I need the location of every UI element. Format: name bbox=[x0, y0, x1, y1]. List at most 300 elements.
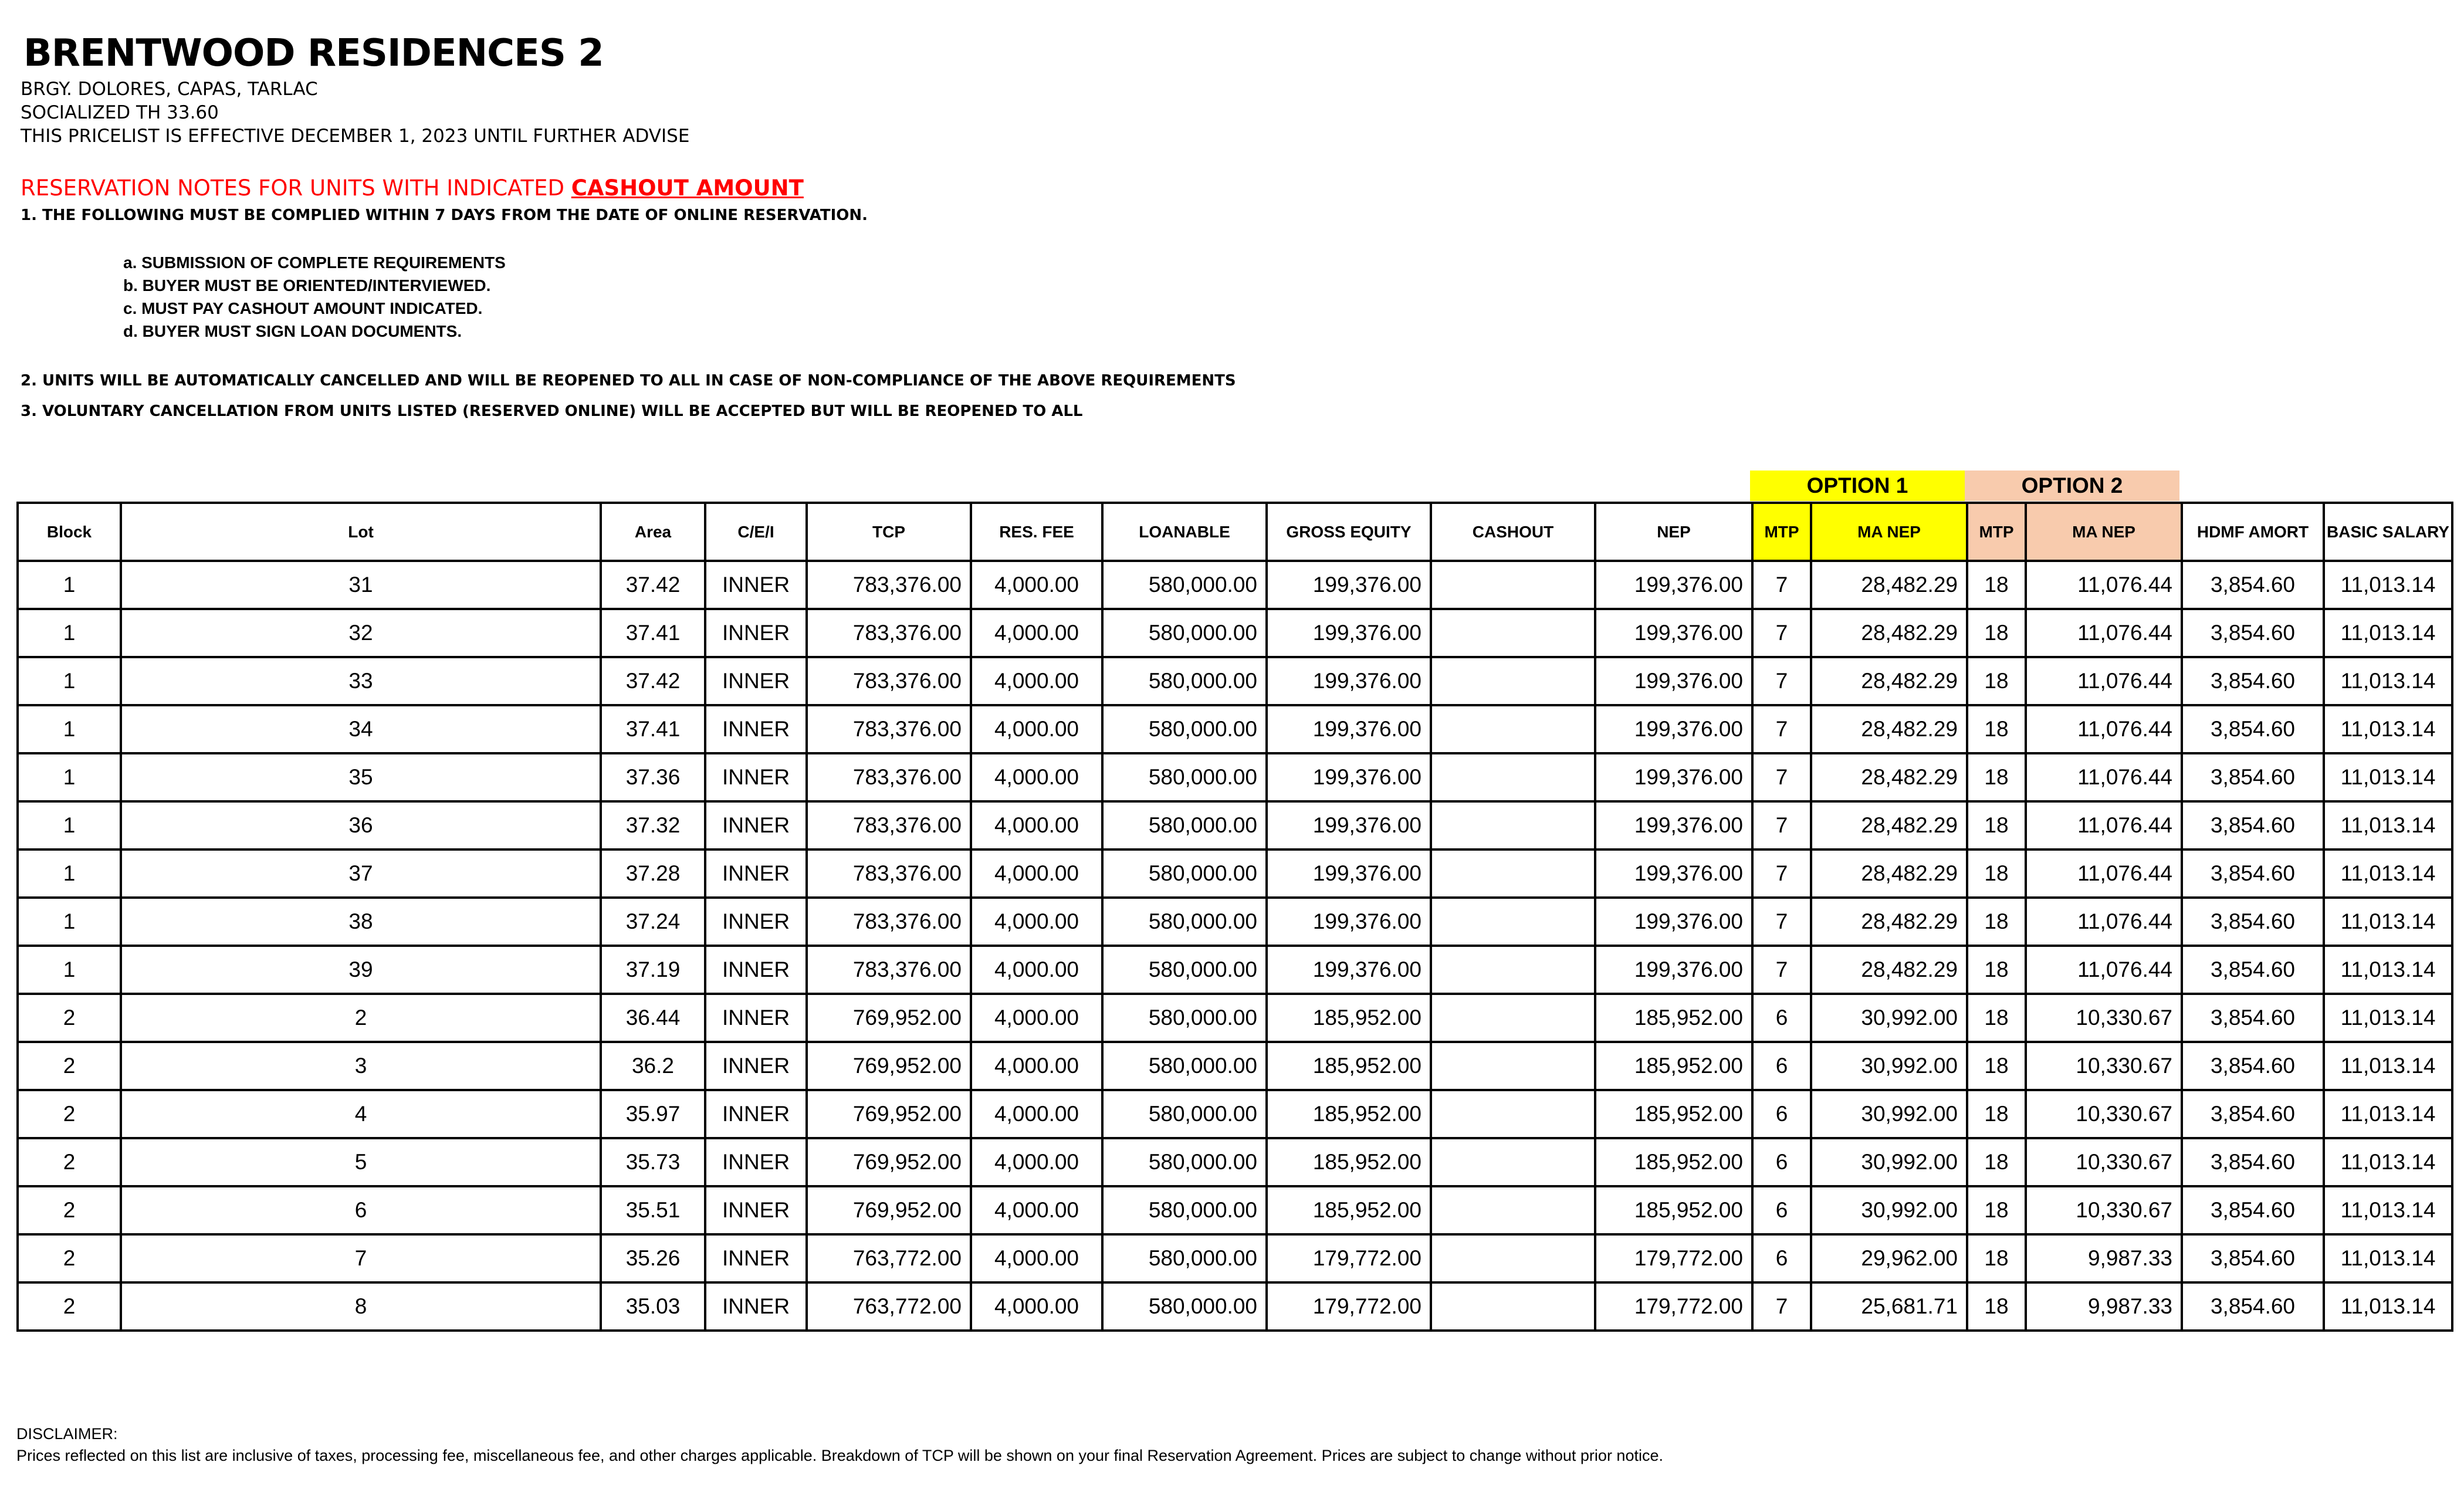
cell-hdmf-amort: 3,854.60 bbox=[2182, 1234, 2324, 1282]
cell-lot: 34 bbox=[121, 705, 601, 753]
cell-loanable: 580,000.00 bbox=[1102, 561, 1267, 609]
cell-nep: 179,772.00 bbox=[1595, 1282, 1752, 1331]
cell-hdmf-amort: 3,854.60 bbox=[2182, 801, 2324, 849]
cell-block: 1 bbox=[18, 657, 121, 705]
cell-cashout bbox=[1431, 1138, 1595, 1186]
cell-option1-mtp: 6 bbox=[1752, 994, 1811, 1042]
cell-option2-mtp: 18 bbox=[1967, 1234, 2026, 1282]
cell-area: 37.41 bbox=[601, 705, 705, 753]
cell-option2-ma-nep: 11,076.44 bbox=[2026, 561, 2182, 609]
cell-tcp: 769,952.00 bbox=[807, 1042, 971, 1090]
cell-gross-equity: 185,952.00 bbox=[1267, 1138, 1431, 1186]
cell-nep: 185,952.00 bbox=[1595, 994, 1752, 1042]
cell-basic-salary: 11,013.14 bbox=[2324, 1234, 2452, 1282]
cell-hdmf-amort: 3,854.60 bbox=[2182, 1042, 2324, 1090]
cell-gross-equity: 199,376.00 bbox=[1267, 849, 1431, 898]
pricelist-body bbox=[18, 561, 2452, 1331]
cell-tcp: 769,952.00 bbox=[807, 994, 971, 1042]
cell-area: 35.03 bbox=[601, 1282, 705, 1331]
cell-option1-mtp: 7 bbox=[1752, 561, 1811, 609]
cell-hdmf-amort: 3,854.60 bbox=[2182, 609, 2324, 657]
cell-option2-ma-nep: 9,987.33 bbox=[2026, 1234, 2182, 1282]
cell-gross-equity: 179,772.00 bbox=[1267, 1282, 1431, 1331]
cell-hdmf-amort: 3,854.60 bbox=[2182, 753, 2324, 801]
cell-basic-salary: 11,013.14 bbox=[2324, 1090, 2452, 1138]
cell-lot: 7 bbox=[121, 1234, 601, 1282]
notes-heading-prefix: RESERVATION NOTES FOR UNITS WITH INDICATED bbox=[21, 175, 571, 201]
cell-block: 1 bbox=[18, 946, 121, 994]
cell-res-fee: 4,000.00 bbox=[971, 609, 1102, 657]
cell-option2-ma-nep: 11,076.44 bbox=[2026, 849, 2182, 898]
cell-loanable: 580,000.00 bbox=[1102, 1234, 1267, 1282]
cell-res-fee: 4,000.00 bbox=[971, 994, 1102, 1042]
cell-option1-ma-nep: 30,992.00 bbox=[1811, 1042, 1967, 1090]
cell-cei: INNER bbox=[705, 898, 807, 946]
cell-block: 1 bbox=[18, 705, 121, 753]
cell-hdmf-amort: 3,854.60 bbox=[2182, 657, 2324, 705]
cell-basic-salary: 11,013.14 bbox=[2324, 561, 2452, 609]
cell-gross-equity: 185,952.00 bbox=[1267, 1186, 1431, 1234]
cell-tcp: 783,376.00 bbox=[807, 849, 971, 898]
cell-loanable: 580,000.00 bbox=[1102, 705, 1267, 753]
cell-option1-mtp: 7 bbox=[1752, 609, 1811, 657]
cell-option2-mtp: 18 bbox=[1967, 849, 2026, 898]
page-title: BRENTWOOD RESIDENCES 2 bbox=[23, 32, 604, 75]
cell-basic-salary: 11,013.14 bbox=[2324, 849, 2452, 898]
cell-loanable: 580,000.00 bbox=[1102, 1282, 1267, 1331]
cell-option1-mtp: 7 bbox=[1752, 801, 1811, 849]
cell-res-fee: 4,000.00 bbox=[971, 946, 1102, 994]
cell-gross-equity: 199,376.00 bbox=[1267, 657, 1431, 705]
cell-option1-ma-nep: 28,482.29 bbox=[1811, 561, 1967, 609]
cell-hdmf-amort: 3,854.60 bbox=[2182, 898, 2324, 946]
cell-option2-mtp: 18 bbox=[1967, 1138, 2026, 1186]
cell-option1-mtp: 7 bbox=[1752, 753, 1811, 801]
cell-option1-mtp: 7 bbox=[1752, 705, 1811, 753]
cell-area: 37.24 bbox=[601, 898, 705, 946]
cell-area: 36.44 bbox=[601, 994, 705, 1042]
cell-tcp: 769,952.00 bbox=[807, 1186, 971, 1234]
note-3: 3. VOLUNTARY CANCELLATION FROM UNITS LISTED (RESERVED ONLINE) WILL BE ACCEPTED BUT WILL BE REOPENED TO ALL bbox=[21, 402, 1083, 420]
cell-cei: INNER bbox=[705, 1234, 807, 1282]
cell-basic-salary: 11,013.14 bbox=[2324, 1042, 2452, 1090]
cell-option2-mtp: 18 bbox=[1967, 898, 2026, 946]
cell-tcp: 783,376.00 bbox=[807, 561, 971, 609]
cell-option1-ma-nep: 30,992.00 bbox=[1811, 1186, 1967, 1234]
cell-lot: 35 bbox=[121, 753, 601, 801]
cell-cashout bbox=[1431, 753, 1595, 801]
option-2-label: OPTION 2 bbox=[1965, 471, 2179, 501]
cell-option2-ma-nep: 10,330.67 bbox=[2026, 994, 2182, 1042]
cell-basic-salary: 11,013.14 bbox=[2324, 1138, 2452, 1186]
cell-option2-ma-nep: 11,076.44 bbox=[2026, 801, 2182, 849]
cell-basic-salary: 11,013.14 bbox=[2324, 609, 2452, 657]
cell-option1-mtp: 7 bbox=[1752, 946, 1811, 994]
cell-loanable: 580,000.00 bbox=[1102, 994, 1267, 1042]
cell-option2-ma-nep: 11,076.44 bbox=[2026, 898, 2182, 946]
cell-basic-salary: 11,013.14 bbox=[2324, 753, 2452, 801]
cell-nep: 199,376.00 bbox=[1595, 801, 1752, 849]
cell-option1-mtp: 6 bbox=[1752, 1234, 1811, 1282]
cell-block: 2 bbox=[18, 1186, 121, 1234]
cell-area: 37.42 bbox=[601, 561, 705, 609]
cell-basic-salary: 11,013.14 bbox=[2324, 994, 2452, 1042]
cell-cashout bbox=[1431, 898, 1595, 946]
cell-option1-ma-nep: 28,482.29 bbox=[1811, 898, 1967, 946]
option-1-label: OPTION 1 bbox=[1750, 471, 1965, 501]
table-row bbox=[18, 994, 2452, 1042]
cell-area: 37.36 bbox=[601, 753, 705, 801]
cell-option2-mtp: 18 bbox=[1967, 801, 2026, 849]
cell-nep: 199,376.00 bbox=[1595, 946, 1752, 994]
cell-loanable: 580,000.00 bbox=[1102, 657, 1267, 705]
cell-option2-mtp: 18 bbox=[1967, 753, 2026, 801]
cell-lot: 6 bbox=[121, 1186, 601, 1234]
cell-cashout bbox=[1431, 705, 1595, 753]
disclaimer-label: DISCLAIMER: bbox=[16, 1425, 118, 1443]
cell-cei: INNER bbox=[705, 801, 807, 849]
cell-option2-ma-nep: 10,330.67 bbox=[2026, 1090, 2182, 1138]
cell-loanable: 580,000.00 bbox=[1102, 1090, 1267, 1138]
cell-nep: 185,952.00 bbox=[1595, 1090, 1752, 1138]
cell-lot: 37 bbox=[121, 849, 601, 898]
cell-basic-salary: 11,013.14 bbox=[2324, 657, 2452, 705]
cell-option1-mtp: 7 bbox=[1752, 657, 1811, 705]
cell-cei: INNER bbox=[705, 849, 807, 898]
cell-cei: INNER bbox=[705, 657, 807, 705]
cell-option1-mtp: 6 bbox=[1752, 1090, 1811, 1138]
cell-res-fee: 4,000.00 bbox=[971, 705, 1102, 753]
cell-cashout bbox=[1431, 1090, 1595, 1138]
cell-cashout bbox=[1431, 1234, 1595, 1282]
cell-option1-mtp: 6 bbox=[1752, 1186, 1811, 1234]
col-header-basic-salary: BASIC SALARY bbox=[2324, 503, 2452, 561]
cell-hdmf-amort: 3,854.60 bbox=[2182, 561, 2324, 609]
cell-option1-ma-nep: 29,962.00 bbox=[1811, 1234, 1967, 1282]
cell-option2-mtp: 18 bbox=[1967, 946, 2026, 994]
cell-nep: 185,952.00 bbox=[1595, 1186, 1752, 1234]
cell-tcp: 783,376.00 bbox=[807, 898, 971, 946]
reservation-notes-heading bbox=[21, 174, 804, 202]
cell-block: 2 bbox=[18, 1042, 121, 1090]
cell-res-fee: 4,000.00 bbox=[971, 1138, 1102, 1186]
cell-option1-ma-nep: 28,482.29 bbox=[1811, 657, 1967, 705]
cell-tcp: 783,376.00 bbox=[807, 657, 971, 705]
cell-cashout bbox=[1431, 1186, 1595, 1234]
cell-option2-mtp: 18 bbox=[1967, 1090, 2026, 1138]
col-header-cashout: CASHOUT bbox=[1431, 503, 1595, 561]
cell-option1-ma-nep: 30,992.00 bbox=[1811, 1138, 1967, 1186]
table-row bbox=[18, 657, 2452, 705]
table-row bbox=[18, 1234, 2452, 1282]
cell-lot: 31 bbox=[121, 561, 601, 609]
cell-area: 37.42 bbox=[601, 657, 705, 705]
cell-lot: 38 bbox=[121, 898, 601, 946]
requirement-a: a. SUBMISSION OF COMPLETE REQUIREMENTS bbox=[123, 253, 506, 272]
cell-option1-mtp: 6 bbox=[1752, 1042, 1811, 1090]
cell-nep: 199,376.00 bbox=[1595, 561, 1752, 609]
cell-option2-ma-nep: 11,076.44 bbox=[2026, 609, 2182, 657]
cell-gross-equity: 199,376.00 bbox=[1267, 946, 1431, 994]
cell-res-fee: 4,000.00 bbox=[971, 849, 1102, 898]
cell-gross-equity: 199,376.00 bbox=[1267, 801, 1431, 849]
cell-cashout bbox=[1431, 946, 1595, 994]
cell-tcp: 769,952.00 bbox=[807, 1090, 971, 1138]
cell-option2-ma-nep: 11,076.44 bbox=[2026, 946, 2182, 994]
cell-lot: 39 bbox=[121, 946, 601, 994]
cell-option2-mtp: 18 bbox=[1967, 1282, 2026, 1331]
cell-basic-salary: 11,013.14 bbox=[2324, 705, 2452, 753]
cell-hdmf-amort: 3,854.60 bbox=[2182, 994, 2324, 1042]
cell-option2-ma-nep: 10,330.67 bbox=[2026, 1042, 2182, 1090]
cell-option1-ma-nep: 28,482.29 bbox=[1811, 753, 1967, 801]
disclaimer-text: Prices reflected on this list are inclusive of taxes, processing fee, miscellaneous fee, and other charges applicable. Breakdown of TCP will be shown on your final Reservation Agreement. Prices are subject to change without prior notice. bbox=[16, 1447, 1663, 1464]
cell-cashout bbox=[1431, 849, 1595, 898]
cell-basic-salary: 11,013.14 bbox=[2324, 1282, 2452, 1331]
cell-hdmf-amort: 3,854.60 bbox=[2182, 705, 2324, 753]
cell-block: 2 bbox=[18, 994, 121, 1042]
cell-hdmf-amort: 3,854.60 bbox=[2182, 849, 2324, 898]
cell-area: 35.73 bbox=[601, 1138, 705, 1186]
cell-block: 1 bbox=[18, 561, 121, 609]
cell-loanable: 580,000.00 bbox=[1102, 753, 1267, 801]
cell-area: 37.41 bbox=[601, 609, 705, 657]
cell-area: 35.97 bbox=[601, 1090, 705, 1138]
cell-option2-ma-nep: 11,076.44 bbox=[2026, 705, 2182, 753]
cell-option2-ma-nep: 9,987.33 bbox=[2026, 1282, 2182, 1331]
cell-cashout bbox=[1431, 994, 1595, 1042]
cell-option1-mtp: 7 bbox=[1752, 849, 1811, 898]
cell-option1-ma-nep: 28,482.29 bbox=[1811, 849, 1967, 898]
cell-lot: 3 bbox=[121, 1042, 601, 1090]
col-header-hdmf-amort: HDMF AMORT bbox=[2182, 503, 2324, 561]
table-row bbox=[18, 1186, 2452, 1234]
cell-area: 37.32 bbox=[601, 801, 705, 849]
cell-option2-mtp: 18 bbox=[1967, 705, 2026, 753]
cell-block: 2 bbox=[18, 1090, 121, 1138]
cell-hdmf-amort: 3,854.60 bbox=[2182, 1138, 2324, 1186]
cell-loanable: 580,000.00 bbox=[1102, 849, 1267, 898]
cell-cei: INNER bbox=[705, 1090, 807, 1138]
table-row bbox=[18, 705, 2452, 753]
table-row bbox=[18, 1042, 2452, 1090]
cell-tcp: 769,952.00 bbox=[807, 1138, 971, 1186]
cell-res-fee: 4,000.00 bbox=[971, 1282, 1102, 1331]
cell-loanable: 580,000.00 bbox=[1102, 1138, 1267, 1186]
cell-option2-ma-nep: 10,330.67 bbox=[2026, 1186, 2182, 1234]
cell-cei: INNER bbox=[705, 994, 807, 1042]
cell-lot: 36 bbox=[121, 801, 601, 849]
col-header-loanable: LOANABLE bbox=[1102, 503, 1267, 561]
cell-option1-mtp: 6 bbox=[1752, 1138, 1811, 1186]
cell-cei: INNER bbox=[705, 946, 807, 994]
col-header-option2-mtp: MTP bbox=[1967, 503, 2026, 561]
cell-option1-ma-nep: 28,482.29 bbox=[1811, 801, 1967, 849]
col-header-res-fee: RES. FEE bbox=[971, 503, 1102, 561]
cell-cashout bbox=[1431, 801, 1595, 849]
cell-res-fee: 4,000.00 bbox=[971, 898, 1102, 946]
cell-lot: 4 bbox=[121, 1090, 601, 1138]
cell-option1-mtp: 7 bbox=[1752, 898, 1811, 946]
cell-loanable: 580,000.00 bbox=[1102, 1042, 1267, 1090]
cell-block: 1 bbox=[18, 849, 121, 898]
house-type-line: SOCIALIZED TH 33.60 bbox=[21, 102, 219, 123]
cell-tcp: 783,376.00 bbox=[807, 609, 971, 657]
cell-res-fee: 4,000.00 bbox=[971, 801, 1102, 849]
note-1: 1. THE FOLLOWING MUST BE COMPLIED WITHIN 7 DAYS FROM THE DATE OF ONLINE RESERVATION. bbox=[21, 207, 868, 224]
table-row bbox=[18, 946, 2452, 994]
cell-nep: 199,376.00 bbox=[1595, 609, 1752, 657]
requirement-b: b. BUYER MUST BE ORIENTED/INTERVIEWED. bbox=[123, 276, 491, 295]
cell-hdmf-amort: 3,854.60 bbox=[2182, 1186, 2324, 1234]
cell-nep: 185,952.00 bbox=[1595, 1138, 1752, 1186]
cell-gross-equity: 199,376.00 bbox=[1267, 561, 1431, 609]
cell-res-fee: 4,000.00 bbox=[971, 1042, 1102, 1090]
cell-lot: 33 bbox=[121, 657, 601, 705]
cell-area: 37.28 bbox=[601, 849, 705, 898]
col-header-area: Area bbox=[601, 503, 705, 561]
cell-tcp: 763,772.00 bbox=[807, 1282, 971, 1331]
cell-basic-salary: 11,013.14 bbox=[2324, 1186, 2452, 1234]
cell-basic-salary: 11,013.14 bbox=[2324, 946, 2452, 994]
effectivity-line: THIS PRICELIST IS EFFECTIVE DECEMBER 1, 2023 UNTIL FURTHER ADVISE bbox=[21, 126, 690, 147]
cell-nep: 199,376.00 bbox=[1595, 657, 1752, 705]
cell-cei: INNER bbox=[705, 1138, 807, 1186]
cell-gross-equity: 185,952.00 bbox=[1267, 1042, 1431, 1090]
col-header-cei: C/E/I bbox=[705, 503, 807, 561]
col-header-block: Block bbox=[18, 503, 121, 561]
requirement-c: c. MUST PAY CASHOUT AMOUNT INDICATED. bbox=[123, 299, 483, 317]
cell-basic-salary: 11,013.14 bbox=[2324, 898, 2452, 946]
col-header-gross-equity: GROSS EQUITY bbox=[1267, 503, 1431, 561]
cell-block: 2 bbox=[18, 1282, 121, 1331]
cell-tcp: 783,376.00 bbox=[807, 946, 971, 994]
cell-block: 1 bbox=[18, 898, 121, 946]
cell-cashout bbox=[1431, 561, 1595, 609]
cell-block: 2 bbox=[18, 1138, 121, 1186]
col-header-lot: Lot bbox=[121, 503, 601, 561]
cell-option2-mtp: 18 bbox=[1967, 994, 2026, 1042]
cell-area: 37.19 bbox=[601, 946, 705, 994]
cell-loanable: 580,000.00 bbox=[1102, 801, 1267, 849]
table-row bbox=[18, 898, 2452, 946]
table-row bbox=[18, 1138, 2452, 1186]
table-row bbox=[18, 1090, 2452, 1138]
cell-block: 2 bbox=[18, 1234, 121, 1282]
cell-option1-ma-nep: 30,992.00 bbox=[1811, 994, 1967, 1042]
cell-tcp: 763,772.00 bbox=[807, 1234, 971, 1282]
table-row bbox=[18, 753, 2452, 801]
cell-area: 35.26 bbox=[601, 1234, 705, 1282]
cell-loanable: 580,000.00 bbox=[1102, 609, 1267, 657]
cell-option2-mtp: 18 bbox=[1967, 1186, 2026, 1234]
cell-option2-mtp: 18 bbox=[1967, 657, 2026, 705]
cell-option2-ma-nep: 10,330.67 bbox=[2026, 1138, 2182, 1186]
cell-block: 1 bbox=[18, 801, 121, 849]
cell-lot: 5 bbox=[121, 1138, 601, 1186]
cell-cashout bbox=[1431, 1042, 1595, 1090]
cell-nep: 199,376.00 bbox=[1595, 898, 1752, 946]
cell-hdmf-amort: 3,854.60 bbox=[2182, 946, 2324, 994]
cell-option1-ma-nep: 28,482.29 bbox=[1811, 705, 1967, 753]
cell-loanable: 580,000.00 bbox=[1102, 946, 1267, 994]
cell-loanable: 580,000.00 bbox=[1102, 1186, 1267, 1234]
col-header-option1-mtp: MTP bbox=[1752, 503, 1811, 561]
cell-cei: INNER bbox=[705, 1042, 807, 1090]
table-row bbox=[18, 609, 2452, 657]
cell-option2-ma-nep: 11,076.44 bbox=[2026, 753, 2182, 801]
cell-cei: INNER bbox=[705, 561, 807, 609]
cell-cashout bbox=[1431, 1282, 1595, 1331]
cell-basic-salary: 11,013.14 bbox=[2324, 801, 2452, 849]
cell-cashout bbox=[1431, 609, 1595, 657]
cell-res-fee: 4,000.00 bbox=[971, 753, 1102, 801]
cell-tcp: 783,376.00 bbox=[807, 801, 971, 849]
cell-option1-ma-nep: 28,482.29 bbox=[1811, 609, 1967, 657]
cell-block: 1 bbox=[18, 753, 121, 801]
cell-res-fee: 4,000.00 bbox=[971, 1090, 1102, 1138]
cell-cei: INNER bbox=[705, 753, 807, 801]
cell-option2-mtp: 18 bbox=[1967, 609, 2026, 657]
cell-block: 1 bbox=[18, 609, 121, 657]
table-header-row bbox=[18, 503, 2452, 561]
requirement-d: d. BUYER MUST SIGN LOAN DOCUMENTS. bbox=[123, 322, 462, 340]
col-header-tcp: TCP bbox=[807, 503, 971, 561]
cell-option2-mtp: 18 bbox=[1967, 1042, 2026, 1090]
cell-tcp: 783,376.00 bbox=[807, 705, 971, 753]
cell-res-fee: 4,000.00 bbox=[971, 657, 1102, 705]
cell-option2-mtp: 18 bbox=[1967, 561, 2026, 609]
table-row bbox=[18, 849, 2452, 898]
cell-option2-ma-nep: 11,076.44 bbox=[2026, 657, 2182, 705]
cell-option1-ma-nep: 28,482.29 bbox=[1811, 946, 1967, 994]
cell-option1-ma-nep: 25,681.71 bbox=[1811, 1282, 1967, 1331]
cell-cei: INNER bbox=[705, 1186, 807, 1234]
cell-cashout bbox=[1431, 657, 1595, 705]
cell-cei: INNER bbox=[705, 1282, 807, 1331]
cell-nep: 199,376.00 bbox=[1595, 705, 1752, 753]
table-row bbox=[18, 561, 2452, 609]
cell-gross-equity: 179,772.00 bbox=[1267, 1234, 1431, 1282]
table-row bbox=[18, 801, 2452, 849]
cell-cei: INNER bbox=[705, 609, 807, 657]
notes-heading-emphasis: CASHOUT AMOUNT bbox=[571, 175, 804, 201]
note-2: 2. UNITS WILL BE AUTOMATICALLY CANCELLED AND WILL BE REOPENED TO ALL IN CASE OF NON-COMPLIANCE OF THE ABOVE REQUIREMENTS bbox=[21, 372, 1236, 390]
cell-option1-ma-nep: 30,992.00 bbox=[1811, 1090, 1967, 1138]
cell-cei: INNER bbox=[705, 705, 807, 753]
cell-area: 36.2 bbox=[601, 1042, 705, 1090]
cell-hdmf-amort: 3,854.60 bbox=[2182, 1282, 2324, 1331]
pricelist-table bbox=[16, 502, 2453, 1332]
cell-nep: 199,376.00 bbox=[1595, 849, 1752, 898]
cell-gross-equity: 199,376.00 bbox=[1267, 609, 1431, 657]
location-line: BRGY. DOLORES, CAPAS, TARLAC bbox=[21, 79, 318, 100]
col-header-nep: NEP bbox=[1595, 503, 1752, 561]
table-row bbox=[18, 1282, 2452, 1331]
cell-nep: 199,376.00 bbox=[1595, 753, 1752, 801]
cell-lot: 32 bbox=[121, 609, 601, 657]
cell-gross-equity: 199,376.00 bbox=[1267, 753, 1431, 801]
col-header-option2-ma-nep: MA NEP bbox=[2026, 503, 2182, 561]
cell-area: 35.51 bbox=[601, 1186, 705, 1234]
cell-option1-mtp: 7 bbox=[1752, 1282, 1811, 1331]
cell-res-fee: 4,000.00 bbox=[971, 1234, 1102, 1282]
cell-res-fee: 4,000.00 bbox=[971, 1186, 1102, 1234]
cell-gross-equity: 199,376.00 bbox=[1267, 705, 1431, 753]
cell-lot: 8 bbox=[121, 1282, 601, 1331]
cell-hdmf-amort: 3,854.60 bbox=[2182, 1090, 2324, 1138]
cell-res-fee: 4,000.00 bbox=[971, 561, 1102, 609]
